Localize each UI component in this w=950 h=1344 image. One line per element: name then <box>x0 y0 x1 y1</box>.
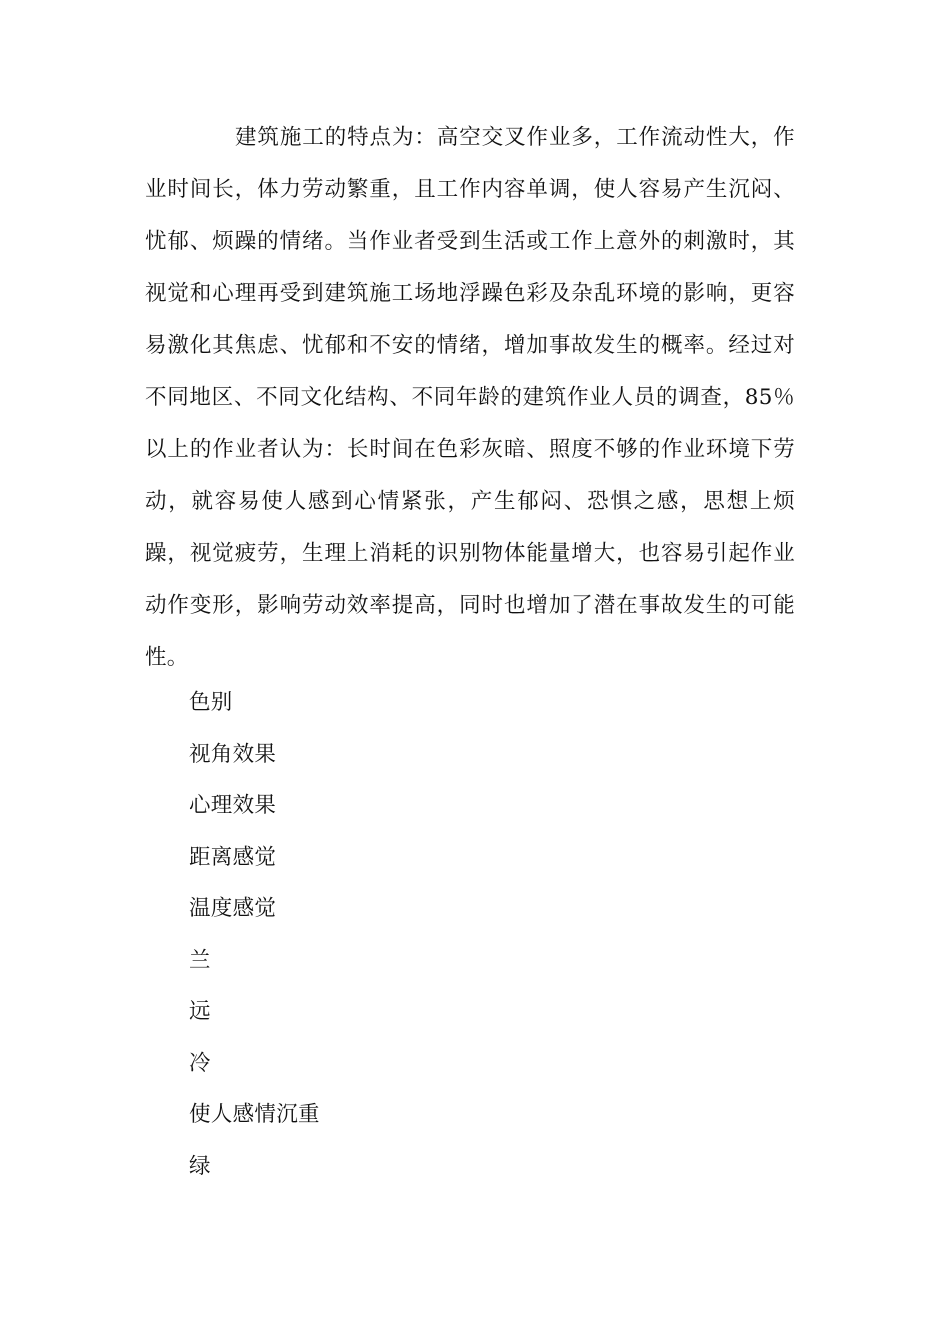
body-paragraph: 建筑施工的特点为：高空交叉作业多，工作流动性大，作业时间长，体力劳动繁重，且工作内容单调，使人容易产生沉闷、忧郁、烦躁的情绪。当作业者受到生活或工作上意外的刺激时，其视觉和心理再受到建筑施工场地浮躁色彩及杂乱环境的影响，更容易激化其焦虑、忧郁和不安的情绪，增加事故发生的概率。经过对不同地区、不同文化结构、不同年龄的建筑作业人员的调查，85％以上的作业者认为：长时间在色彩灰暗、照度不够的作业环境下劳动，就容易使人感到心情紧张，产生郁闷、恐惧之感，思想上烦躁，视觉疲劳，生理上消耗的识别物体能量增大，也容易引起作业动作变形，影响劳动效率提高，同时也增加了潜在事故发生的可能性。 <box>145 125 795 670</box>
list-item: 距离感觉 <box>189 844 277 870</box>
list-item: 兰 <box>189 947 211 973</box>
list-item: 心理效果 <box>189 793 277 818</box>
list-item: 冷 <box>189 1050 211 1076</box>
list-item: 绿 <box>189 1153 211 1179</box>
list-item: 视角效果 <box>189 741 277 767</box>
list-item: 色别 <box>189 690 233 715</box>
table-cell-list <box>189 677 320 1192</box>
list-item: 使人感情沉重 <box>189 1102 320 1127</box>
list-item: 温度感觉 <box>189 896 277 921</box>
list-item: 远 <box>189 999 211 1024</box>
